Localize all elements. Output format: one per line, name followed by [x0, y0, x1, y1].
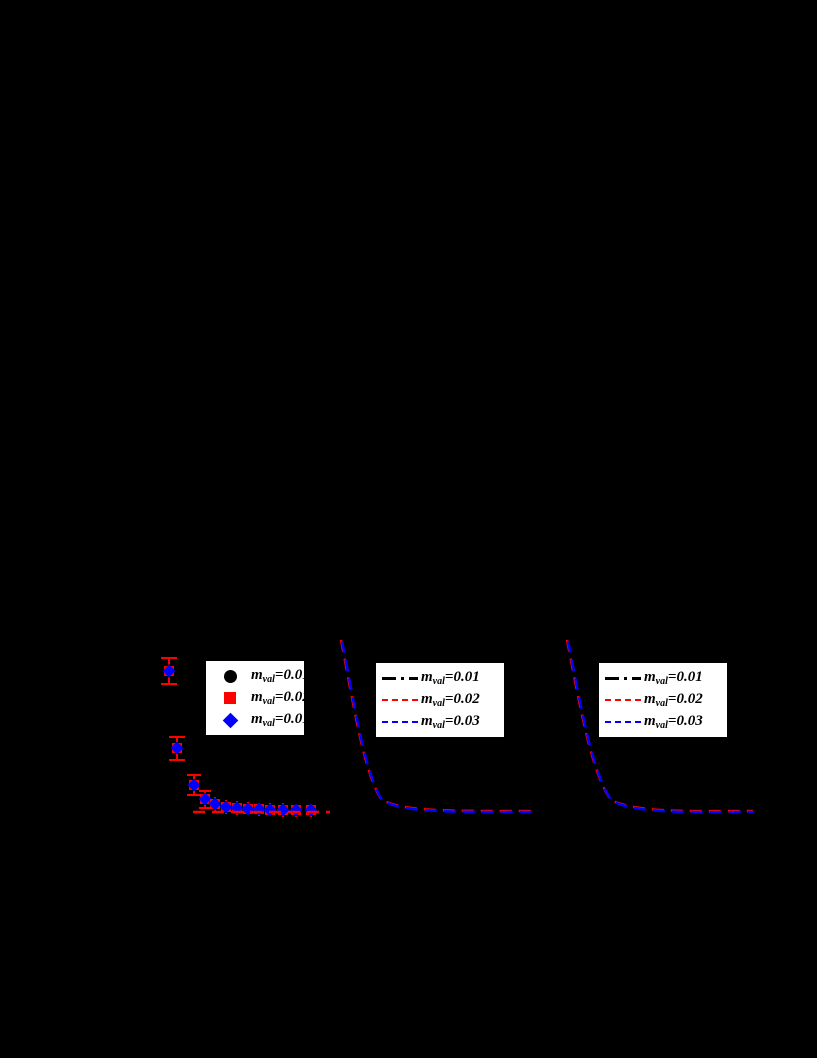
legend-entry-label: $m_{val}=0.02$ — [644, 691, 703, 709]
legend-entry-label: $m_{val}=0.03$ — [644, 713, 703, 731]
legend-panel-2 — [375, 662, 505, 738]
data-point — [242, 802, 255, 815]
legend-entry — [211, 709, 310, 731]
data-point — [209, 797, 222, 812]
data-point — [187, 775, 201, 795]
legend-panel-3 — [598, 662, 728, 738]
data-point — [169, 737, 185, 760]
data-point — [161, 658, 177, 684]
legend-entry — [604, 667, 720, 689]
legend-entry-label: $m_{val}=0.01$ — [421, 669, 480, 687]
legend-entry — [604, 689, 720, 711]
legend-entry — [604, 711, 720, 733]
square-marker-icon — [211, 689, 249, 707]
dash-dot-line-icon — [604, 669, 642, 687]
legend-entry-label: $m_{val}=0.01$ — [644, 669, 703, 687]
data-point — [277, 803, 290, 817]
legend-entry-label: $m_{val}=0.02$ — [421, 691, 480, 709]
dashed-red-line-icon — [381, 691, 419, 709]
data-point — [253, 803, 266, 816]
dash-dot-line-icon — [381, 669, 419, 687]
legend-entry — [211, 687, 310, 709]
legend-entry-label: $m_{val}=0.03$ — [421, 713, 480, 731]
legend-panel-1 — [205, 660, 310, 736]
legend-entry — [211, 665, 310, 687]
legend-entry-label: $m_{val}=0.01$ — [251, 667, 310, 685]
circle-marker-icon — [211, 667, 249, 685]
legend-entry — [381, 689, 497, 711]
dashed-blue-line-icon — [381, 713, 419, 731]
legend-entry — [381, 711, 497, 733]
legend-entry-label: $m_{val}=0.01$ — [251, 711, 310, 729]
data-point — [305, 804, 318, 817]
data-point — [290, 804, 303, 817]
data-point — [264, 803, 277, 816]
dashed-blue-line-icon — [604, 713, 642, 731]
legend-entry — [381, 667, 497, 689]
diamond-marker-icon — [211, 711, 249, 729]
dashed-red-line-icon — [604, 691, 642, 709]
legend-entry-label: $m_{val}=0.02$ — [251, 689, 310, 707]
